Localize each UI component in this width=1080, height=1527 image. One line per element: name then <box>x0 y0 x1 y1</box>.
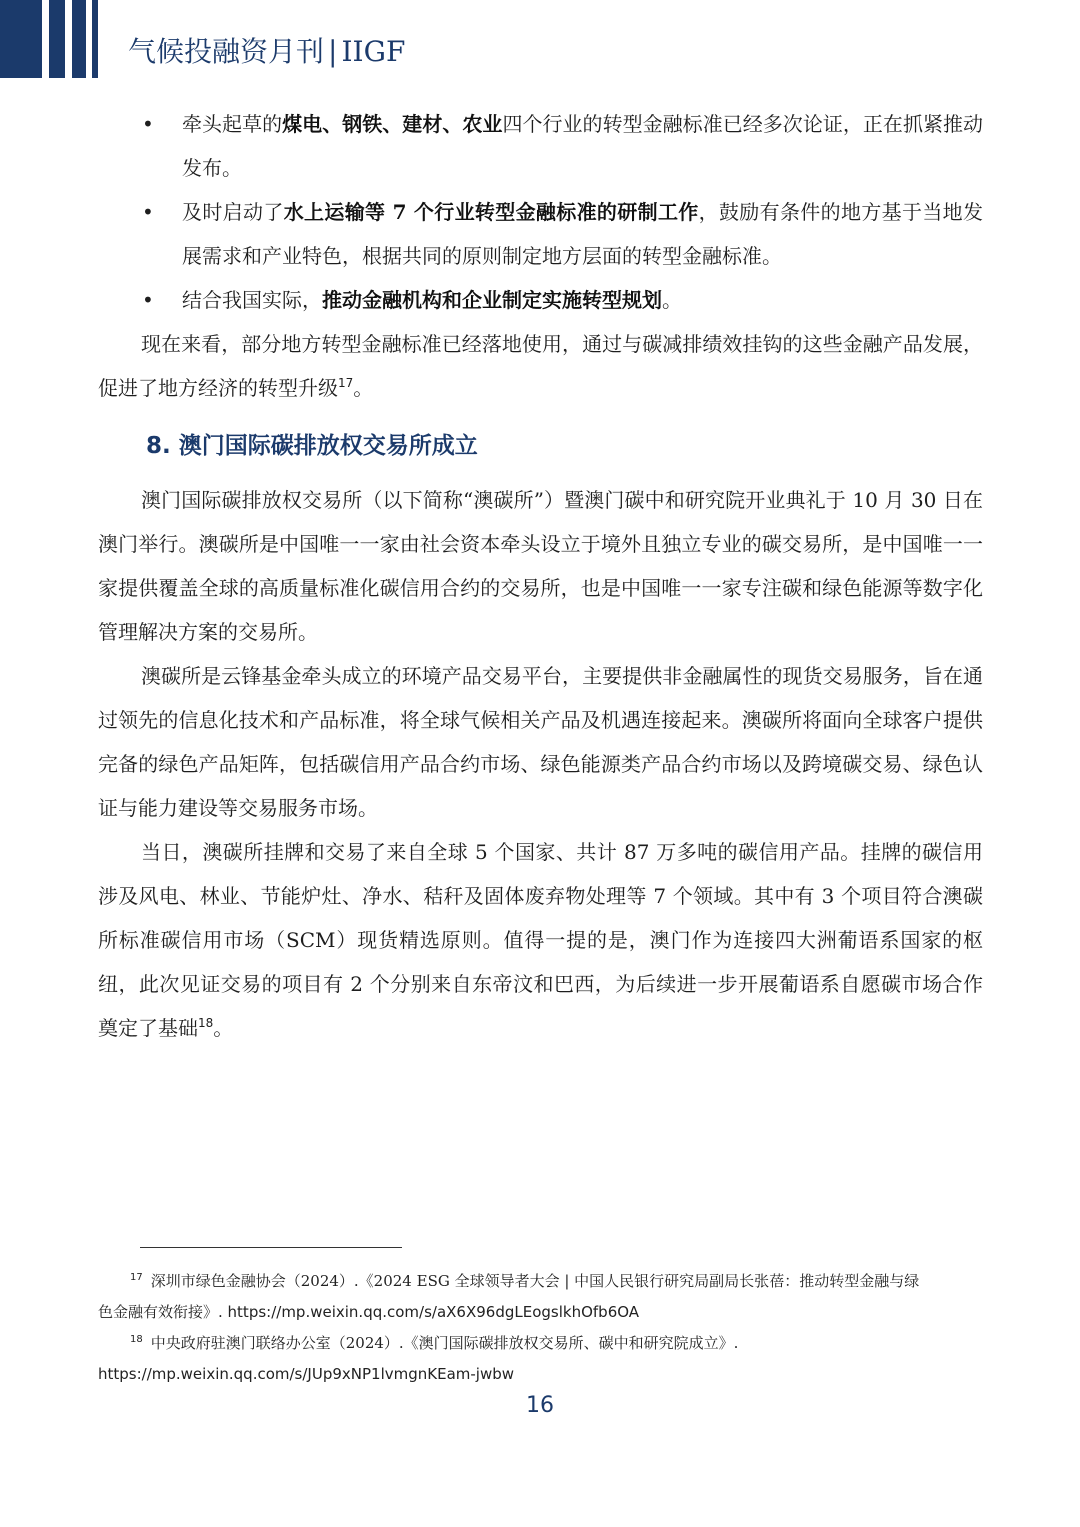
section-heading: 8. 澳门国际碳排放权交易所成立 <box>146 433 478 459</box>
footnote-18: $^{18}$ 中央政府驻澳门联络办公室（2024）.《澳门国际碳排放权交易所、碳中和研究院成立》. <box>130 1334 739 1352</box>
footnote-ref: 18 <box>198 1016 214 1030</box>
footnote-link[interactable]: https://mp.weixin.qq.com/s/JUp9xNP1lvmgnKEam-jwbw <box>98 1365 515 1383</box>
footnote-17: $^{17}$ 深圳市绿色金融协会（2024）.《2024 ESG 全球领导者大会 | 中国人民银行研究局副局长张蓓：推动转型金融与绿 <box>130 1272 920 1290</box>
bullet-dot: • <box>142 288 154 312</box>
bullet-dot: • <box>142 200 154 224</box>
page-number: 16 <box>526 1393 554 1418</box>
footnote-link[interactable]: https://mp.weixin.qq.com/s/aX6X96dgLEogslkhOfb6OA <box>227 1303 640 1321</box>
main-content <box>98 102 983 1050</box>
footnote-17-cont: 色金融有效衔接》. https://mp.weixin.qq.com/s/aX6X96dgLEogslkhOfb6OA <box>98 1303 640 1321</box>
bullet-dot: • <box>142 112 154 136</box>
header-separator: | <box>328 35 338 68</box>
bullet-item: • 及时启动了水上运输等 7 个行业转型金融标准的研制工作，鼓励有条件的地方基于当地发展需求和产业特色，根据共同的原则制定地方层面的转型金融标准。 <box>98 190 983 278</box>
paragraph: 澳碳所是云锋基金牵头成立的环境产品交易平台，主要提供非金融属性的现货交易服务，旨在通过领先的信息化技术和产品标准，将全球气候相关产品及机遇连接起来。澳碳所将面向全球客户提供完备的绿色产品矩阵，包括碳信用产品合约市场、绿色能源类产品合约市场以及跨境碳交易、绿色认证与能力建设等交易服务市场。 <box>98 664 983 820</box>
org-name: IIGF <box>341 35 406 68</box>
footnotes <box>98 1266 983 1390</box>
footnote-18-cont <box>98 1359 983 1390</box>
bullet-item: • 牵头起草的煤电、钢铁、建材、农业四个行业的转型金融标准已经多次论证，正在抓紧推动发布。 <box>98 102 983 190</box>
bold-text: 煤电、钢铁、建材、农业 <box>282 112 503 136</box>
paragraph: 当日，澳碳所挂牌和交易了来自全球 5 个国家、共计 87 万多吨的碳信用产品。挂牌的碳信用涉及风电、林业、节能炉灶、净水、秸秆及固体废弃物处理等 7 个领域。其中有 3 个项目符合澳碳所标准碳信用市场（SCM）现货精选原则。值得一提的是，澳门作为连接四大洲葡语系国家的枢纽，此次见证交易的项目有 2 个分别来自东帝汶和巴西，为后续进一步开展葡语系自愿碳市场合作奠定了基础$^{18}$。 <box>98 840 983 1040</box>
footnote-ref: 17 <box>338 376 354 390</box>
bullet-item: • 结合我国实际，推动金融机构和企业制定实施转型规划。 <box>98 278 983 322</box>
header-title <box>128 32 405 72</box>
paragraph: 现在来看，部分地方转型金融标准已经落地使用，通过与碳减排绩效挂钩的这些金融产品发展，促进了地方经济的转型升级$^{17}$。 <box>98 332 983 400</box>
footnote-divider <box>140 1247 402 1248</box>
paragraph: 澳门国际碳排放权交易所（以下简称“澳碳所”）暨澳门碳中和研究院开业典礼于 10 月 30 日在澳门举行。澳碳所是中国唯一一家由社会资本牵头设立于境外且独立专业的碳交易所，是中国唯一一家提供覆盖全球的高质量标准化碳信用合约的交易所，也是中国唯一一家专注碳和绿色能源等数字化管理解决方案的交易所。 <box>98 488 983 644</box>
bold-text: 水上运输等 7 个行业转型金融标准的研制工作 <box>283 200 699 224</box>
journal-title: 气候投融资月刊 <box>128 35 325 68</box>
bold-text: 推动金融机构和企业制定实施转型规划 <box>322 288 662 312</box>
